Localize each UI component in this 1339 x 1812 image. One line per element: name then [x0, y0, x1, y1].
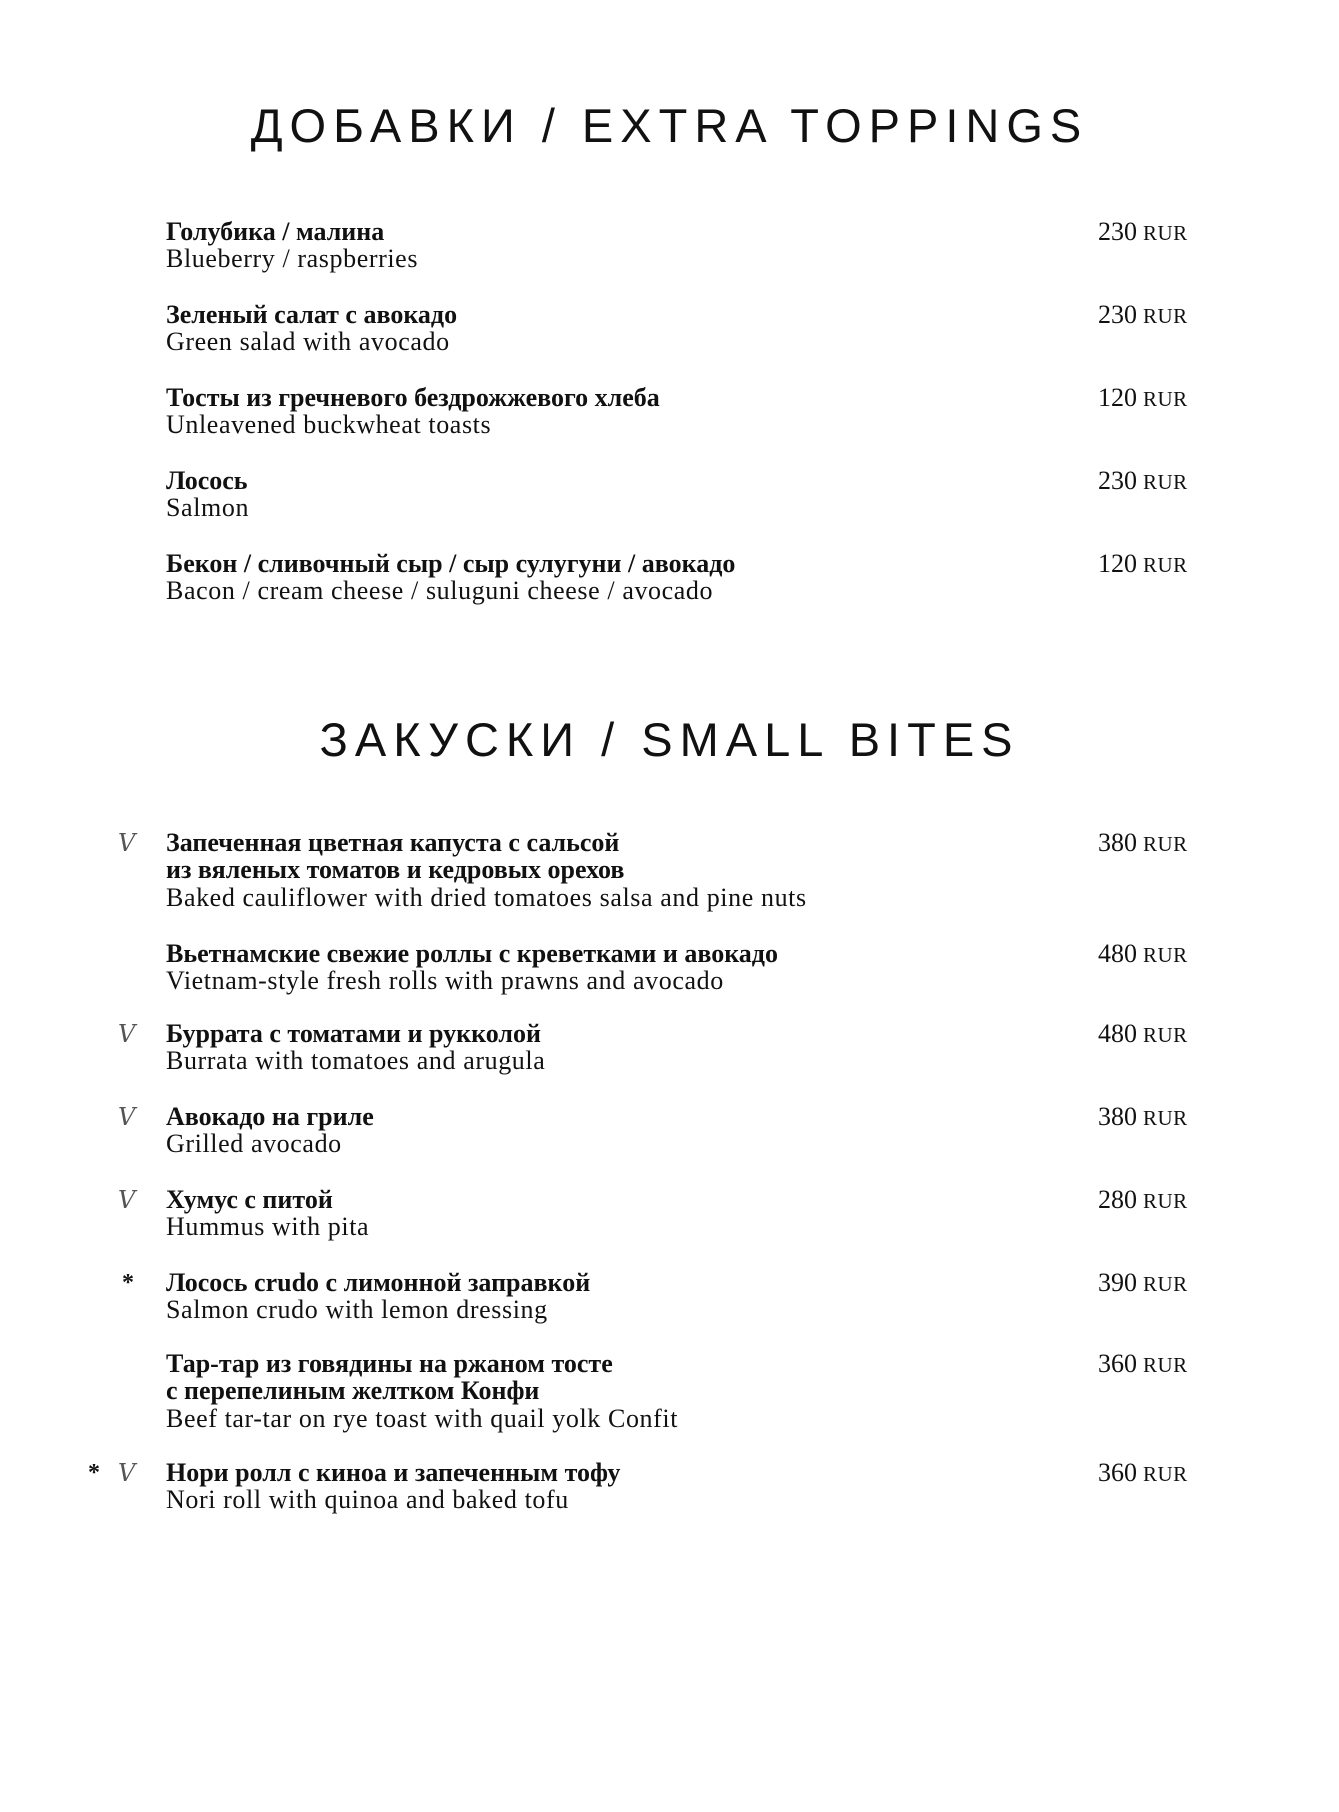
item-name-ru-line2: с перепелиным желтком Конфи: [166, 1376, 540, 1405]
price-currency: RUR: [1143, 1462, 1188, 1486]
section-title-toppings: ДОБАВКИ / EXTRA TOPPINGS: [250, 99, 1089, 152]
price-value: 230: [1098, 217, 1137, 246]
item-name-ru: Бекон / сливочный сыр / сыр сулугуни / авокадо: [166, 549, 736, 578]
vegetarian-mark: V: [118, 829, 136, 857]
item-name-en: Salmon crudo with lemon dressing: [166, 1295, 548, 1324]
item-name-en: Green salad with avocado: [166, 327, 450, 356]
price-value: 120: [1098, 549, 1137, 578]
item-price: [1098, 1020, 1188, 1049]
price-value: 390: [1098, 1268, 1137, 1297]
price-value: 480: [1098, 939, 1137, 968]
item-price: [1098, 218, 1188, 247]
price-currency: RUR: [1143, 470, 1188, 494]
item-name-en: Bacon / cream cheese / suluguni cheese / avocado: [166, 576, 714, 605]
special-mark: *: [88, 1460, 100, 1486]
price-currency: RUR: [1143, 1189, 1188, 1213]
price-currency: RUR: [1143, 221, 1188, 245]
item-name-en: Vietnam-style fresh rolls with prawns and avocado: [166, 966, 724, 995]
item-price: [1098, 550, 1188, 579]
price-currency: RUR: [1143, 1106, 1188, 1130]
vegetarian-mark: V: [118, 1186, 136, 1214]
item-price: [1098, 829, 1188, 858]
price-currency: RUR: [1143, 1023, 1188, 1047]
vegetarian-mark: V: [118, 1020, 136, 1048]
price-value: 280: [1098, 1185, 1137, 1214]
item-name-en: Baked cauliflower with dried tomatoes salsa and pine nuts: [166, 883, 807, 912]
item-price: [1098, 1269, 1188, 1298]
price-currency: RUR: [1143, 1272, 1188, 1296]
item-name-ru: Вьетнамские свежие роллы с креветками и авокадо: [166, 939, 778, 968]
price-value: 230: [1098, 300, 1137, 329]
item-name-en: Grilled avocado: [166, 1129, 342, 1158]
item-name-en: Unleavened buckwheat toasts: [166, 410, 492, 439]
vegetarian-mark: V: [118, 1459, 136, 1487]
item-price: [1098, 940, 1188, 969]
price-value: 230: [1098, 466, 1137, 495]
item-name-ru: Запеченная цветная капуста с сальсой: [166, 828, 620, 857]
item-name-en: Salmon: [166, 493, 250, 522]
item-price: [1098, 301, 1188, 330]
item-name-ru: Голубика / малина: [166, 217, 385, 246]
item-name-ru: Тосты из гречневого бездрожжевого хлеба: [166, 383, 660, 412]
item-name-en: Nori roll with quinoa and baked tofu: [166, 1485, 569, 1514]
item-name-ru: Зеленый салат с авокадо: [166, 300, 458, 329]
price-currency: RUR: [1143, 943, 1188, 967]
item-price: [1098, 1459, 1188, 1488]
item-name-ru: Хумус с питой: [166, 1185, 333, 1214]
price-value: 380: [1098, 828, 1137, 857]
price-value: 360: [1098, 1349, 1137, 1378]
item-name-en: Beef tar-tar on rye toast with quail yolk Confit: [166, 1404, 679, 1433]
item-price: [1098, 1103, 1188, 1132]
item-name-ru: Лосось crudo с лимонной заправкой: [166, 1268, 591, 1297]
vegetarian-mark: V: [118, 1103, 136, 1131]
item-name-en: Blueberry / raspberries: [166, 244, 419, 273]
section-title-small-bites: ЗАКУСКИ / SMALL BITES: [319, 713, 1020, 766]
special-mark: *: [122, 1270, 134, 1296]
item-name-ru: Буррата с томатами и рукколой: [166, 1019, 541, 1048]
item-price: [1098, 384, 1188, 413]
item-name-ru-line2: из вяленых томатов и кедровых орехов: [166, 855, 625, 884]
price-currency: RUR: [1143, 304, 1188, 328]
price-value: 360: [1098, 1458, 1137, 1487]
price-value: 380: [1098, 1102, 1137, 1131]
price-currency: RUR: [1143, 1353, 1188, 1377]
price-currency: RUR: [1143, 832, 1188, 856]
item-name-en: Burrata with tomatoes and arugula: [166, 1046, 546, 1075]
item-price: [1098, 467, 1188, 496]
price-currency: RUR: [1143, 553, 1188, 577]
item-name-ru: Авокадо на гриле: [166, 1102, 374, 1131]
item-name-ru: Лосось: [166, 466, 248, 495]
item-price: [1098, 1186, 1188, 1215]
price-value: 480: [1098, 1019, 1137, 1048]
price-value: 120: [1098, 383, 1137, 412]
item-name-ru: Тар-тар из говядины на ржаном тосте: [166, 1349, 613, 1378]
item-price: [1098, 1350, 1188, 1379]
price-currency: RUR: [1143, 387, 1188, 411]
item-name-ru: Нори ролл с киноа и запеченным тофу: [166, 1458, 621, 1487]
item-name-en: Hummus with pita: [166, 1212, 370, 1241]
